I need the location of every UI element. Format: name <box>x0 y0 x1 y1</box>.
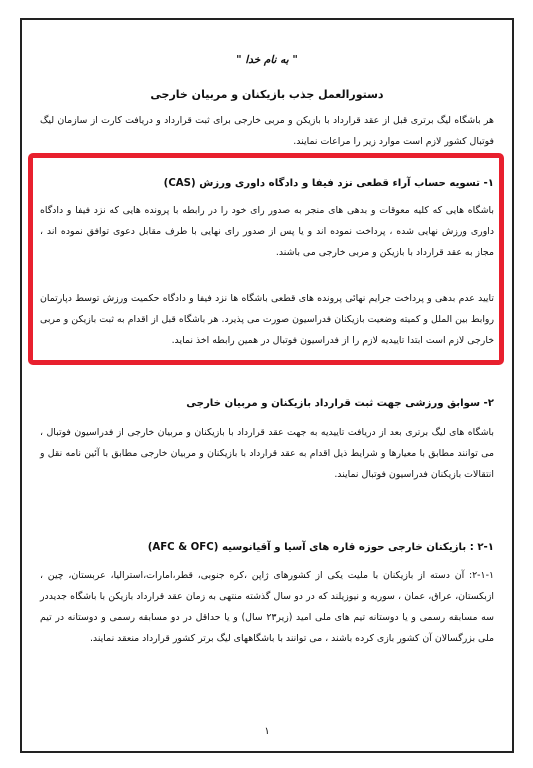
section-1-paragraph-2: تایید عدم بدهی و پرداخت جرایم نهائی پرونده های قطعی باشگاه ها نزد فیفا و دادگاه حکمیت ورزش توسط دپارتمان روابط بین الملل و کمیته وضعیت بازیکنان فدراسیون صورت می پذیرد. هر باشگاه قبل از اقدام به ثبت بازیکن و مربی خارجی لازم است ابتدا تاییدیه لازم را از فدراسیون فوتبال در همین رابطه اخذ نماید. <box>40 293 494 346</box>
section-2-heading: ۲- سوابق ورزشی جهت ثبت قرارداد بازیکنان و مربیان خارجی <box>186 398 494 409</box>
highlight-box <box>28 153 504 365</box>
section-1-paragraph-1: باشگاه هایی که کلیه معوقات و بدهی های منجر به صدور رای خود را در رابطه با پرونده هایی که نزد فیفا و دادگاه داوری ورزش نهایی شده ، پرداخت نموده اند و یا پس از صدور رای نهایی با طرف مقابل دعوی توافق نموده اند ، مجاز به عقد قرارداد با بازیکن و مربی خارجی می باشند. <box>40 205 494 258</box>
page-number: ۱ <box>264 726 270 737</box>
bismillah: " به نام خدا " <box>236 54 298 66</box>
section-2-paragraph: باشگاه های لیگ برتری بعد از دریافت تاییدیه به جهت عقد قرارداد با بازیکنان و مربیان خارجی از فدراسیون فوتبال ، می توانند مطابق با معیارها و شرایط ذیل اقدام به عقد قرارداد با بازیکنان و مربیان خارجی مطابق با آئین نامه نقل و انتقالات بازیکنان فدراسیون فوتبال نمایند. <box>40 427 494 480</box>
document-title: دستورالعمل جذب بازیکنان و مربیان خارجی <box>150 88 384 101</box>
document-page <box>20 18 514 753</box>
section-1-heading: ۱- تسویه حساب آراء قطعی نزد فیفا و دادگاه داوری ورزش (CAS) <box>163 178 494 189</box>
section-2-1-heading: ۲-۱ : بازیکنان خارجی حوزه قاره های آسیا و آقیانوسیه (AFC & OFC) <box>147 542 494 553</box>
intro-paragraph: هر باشگاه لیگ برتری قبل از عقد قرارداد با بازیکن و مربی خارجی برای ثبت قرارداد و دریافت کارت از سازمان لیگ فوتبال کشور لازم است موارد زیر را مراعات نمایند. <box>40 115 494 147</box>
section-2-1-paragraph: ۲-۱-۱: آن دسته از بازیکنان با ملیت یکی از کشورهای ژاپن ،کره جنوبی، قطر،امارات،استرالیا، عربستان، چین ، ازبکستان، عراق، عمان ، سوریه و نیوزیلند که در دو سال گذشته منتهی به زمان عقد قرارداد بازیکن با باشگاه جدیددر سه مسابقه رسمی و یا دوستانه تیم های ملی امید (زیر۲۳ سال) و یا حداقل در دو مسابقه رسمی و دوستانه در تیم ملی بزرگسالان آن کشور بازی کرده باشند ، می توانند با باشگاههای لیگ برتر کشور قرارداد منعقد نمایند. <box>40 570 495 644</box>
